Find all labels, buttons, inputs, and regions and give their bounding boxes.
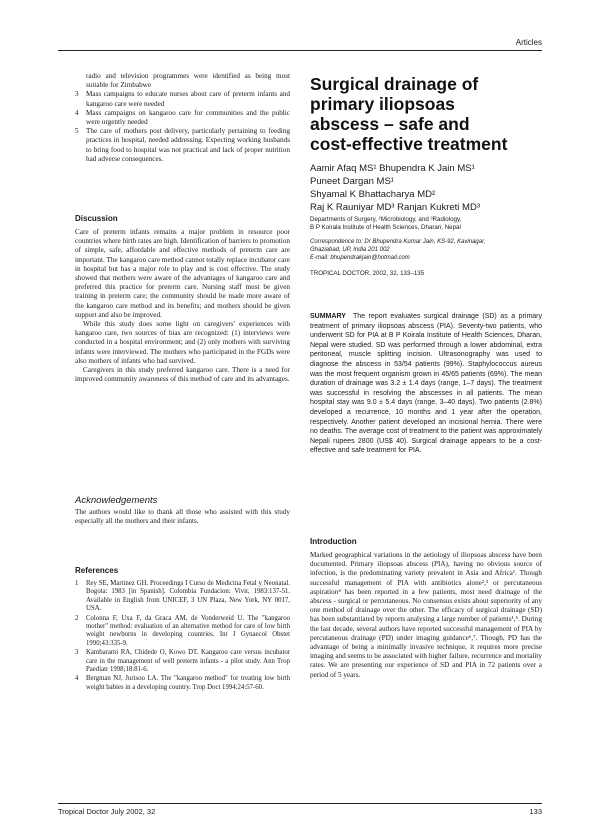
- correspondence: Correspondence to: Dr Bhupendra Kumar Jain, KS-92, Kavinagar, Ghaziabad, UP, India 201 002 E-mail: bhupendrakjain@hotmail.com: [310, 239, 486, 261]
- author-line: Raj K Rauniyar MD³ Ranjan Kukreti MD³: [310, 202, 480, 213]
- section-label: Articles: [515, 38, 542, 47]
- acknowledgements-text: The authors would like to thank all those who assisted with this study especially all the mothers and their infants.: [75, 508, 290, 526]
- journal-citation: TROPICAL DOCTOR, 2002, 32, 133–135: [310, 270, 425, 277]
- references-list: [75, 580, 290, 693]
- discussion-paragraph: Care of preterm infants remains a major problem in resource poor countries where birth rates are high. Identification of barriers to promotion of simple, safe, affordable and effective methods of preterm care are important. The kangaroo care method cannot totally replace incubator care in hospital but has a major role to play and is cost effective. The study showed that mothers were aware of the advantages of kangaroo care and preferred this practice for preterm care. Nursing staff must be given training in preterm care; the community should be made more aware of the kangaroo care method and its benefits; and mothers should be given support and also be improved.: [75, 228, 290, 319]
- author-line: Puneet Dargan MS¹: [310, 176, 394, 187]
- top-rule: [58, 50, 542, 51]
- introduction-heading: Introduction: [310, 537, 357, 546]
- footer-journal: Tropical Doctor July 2002, 32: [58, 807, 156, 816]
- reference-item: 1 Rey SE, Martinez GH. Proceedings I Curso de Medicina Fetal y Neonatal. Bogota: 1983 [in Spanish]. Colombia Fundacion: Vivir, 1983:137-51. Available in English from UNICEF, 3 UN Plaza, New York, NY 0017, USA.: [75, 580, 290, 613]
- summary-label: SUMMARY: [310, 313, 346, 320]
- list-item: 4 Mass campaigns on kangaroo care for communities and the public were urgently needed: [75, 108, 290, 127]
- reference-item: 3 Kambarami RA, Chidede O, Kowo DT. Kangaroo care versus incubator care in the management of well preterm infants - a pilot study. Ann Trop Paediatr 1998;18:81-6.: [75, 649, 290, 674]
- acknowledgements-heading: Acknowledgements: [75, 495, 158, 506]
- discussion-heading: Discussion: [75, 214, 118, 223]
- discussion-body: [75, 228, 290, 384]
- list-item: 5 The care of mothers post delivery, particularly pertaining to feeding practices in hospital, needed addressing. Expecting working husbands to bring food to hospital was not practical and lack of proper nutrition had adverse consequences.: [75, 127, 290, 163]
- discussion-paragraph: Caregivers in this study preferred kangaroo care. There is a need for improved community awareness of this method of care and its advantages.: [75, 366, 290, 384]
- reference-item: 2 Colonna F, Uxa F, da Graca AM, de Vonderweid U. The "kangaroo mother" method: evaluation of an alternative method for care of low birth weight newborns in developing countries. Int J Gynaecol Obstet 1990;43:335-9.: [75, 614, 290, 647]
- left-column: [75, 72, 290, 164]
- introduction-text: Marked geographical variations in the aetiology of iliopsoas abscess have been documented. Primary iliopsoas abscess (PIA), having no obvious source of infection, is the predominating variety prevalent in Asia and Africa¹. Though successful management of PIA with antibiotics alone²,³ or percutaneous aspiration⁴ has been reported in a few patients, most need drainage of the abscess - surgical or percutaneous. No consensus exists about superiority of any one method of drainage over the other. The efficacy of surgical drainage (SD) has been substantiated by reports analysing a large number of patients¹,⁵. During the last decade, several authors have reported successful management of PIA by percutaneous drainage (PD) under imaging guidance⁶,⁷. Though, PD has the advantage of being a minimally invasive technique, it requires more precise imaging and seems to be associated with higher failure, recurrence and mortality rates. We are presenting our experience of SD and PIA in 72 patients over a period of 5 years.: [310, 551, 542, 679]
- finding-list: [75, 72, 290, 164]
- footer-rule: [58, 803, 542, 804]
- page-number: 133: [529, 807, 542, 816]
- reference-item: 4 Bergman NJ, Jurisoo LA. The "kangaroo method" for treating low birth weight babies in a developing country. Trop Doct 1994;24:57-60.: [75, 675, 290, 691]
- author-list: [310, 162, 542, 214]
- author-line: Aamir Afaq MS¹ Bhupendra K Jain MS¹: [310, 163, 475, 174]
- discussion-paragraph: While this study does some light on caregivers' experiences with kangaroo care, two sources of bias are recognized: (1) interviews were conducted in a hospital environment; and (2) only mothers with surviving infants were interviewed. The mothers who participated in the FGDs were also mothers of infants who had survived.: [75, 320, 290, 365]
- list-item: 3 Mass campaigns to educate nurses about care of preterm infants and kangaroo care were needed: [75, 90, 290, 108]
- affiliations: Departments of Surgery, ²Microbiology, and ³Radiology, B P Koirala Institute of Health Sciences, Dharan, Nepal: [310, 216, 462, 231]
- article-title: Surgical drainage of primary iliopsoas abscess – safe and cost-effective treatment: [310, 74, 508, 154]
- author-line: Shyamal K Bhattacharya MD²: [310, 189, 436, 200]
- list-item: radio and television programmes were identified as being most suitable for Zimbabwe: [86, 72, 290, 90]
- summary-block: [310, 312, 542, 456]
- summary-text: The report evaluates surgical drainage (SD) as a primary treatment of primary iliopsoas abscess (PIA). Seventy-two patients, who underwent SD for PIA at B P Koirala Institute of Health Sciences, Dharan, Nepal were studied. SD was performed through a lower abdominal, extra peritoneal, muscle splitting incision. Ultrasonography was used to diagnose the abscess in 53/54 patients (99%). Staphylococcus aureus was the most frequent organism grown in 45/65 patients (69%). The mean duration of drainage was 3.2 ± 1.4 days (range, 1–7 days). The treatment was successful in resolving the abscesses in all patients. The mean hospital stay was 9.0 ± 5.4 days (range, 3–40 days). Two patients (2.8%) developed a recurrence, 10 months and 1 year after the operation, respectively. Another patient developed an incisional hernia. There were no deaths. The average cost of treatment to the patient was approximately Nepali rupees 2800 (US$ 40). Surgical drainage appears to be a cost-effective and safe treatment for PIA.: [310, 313, 543, 455]
- references-heading: References: [75, 566, 119, 575]
